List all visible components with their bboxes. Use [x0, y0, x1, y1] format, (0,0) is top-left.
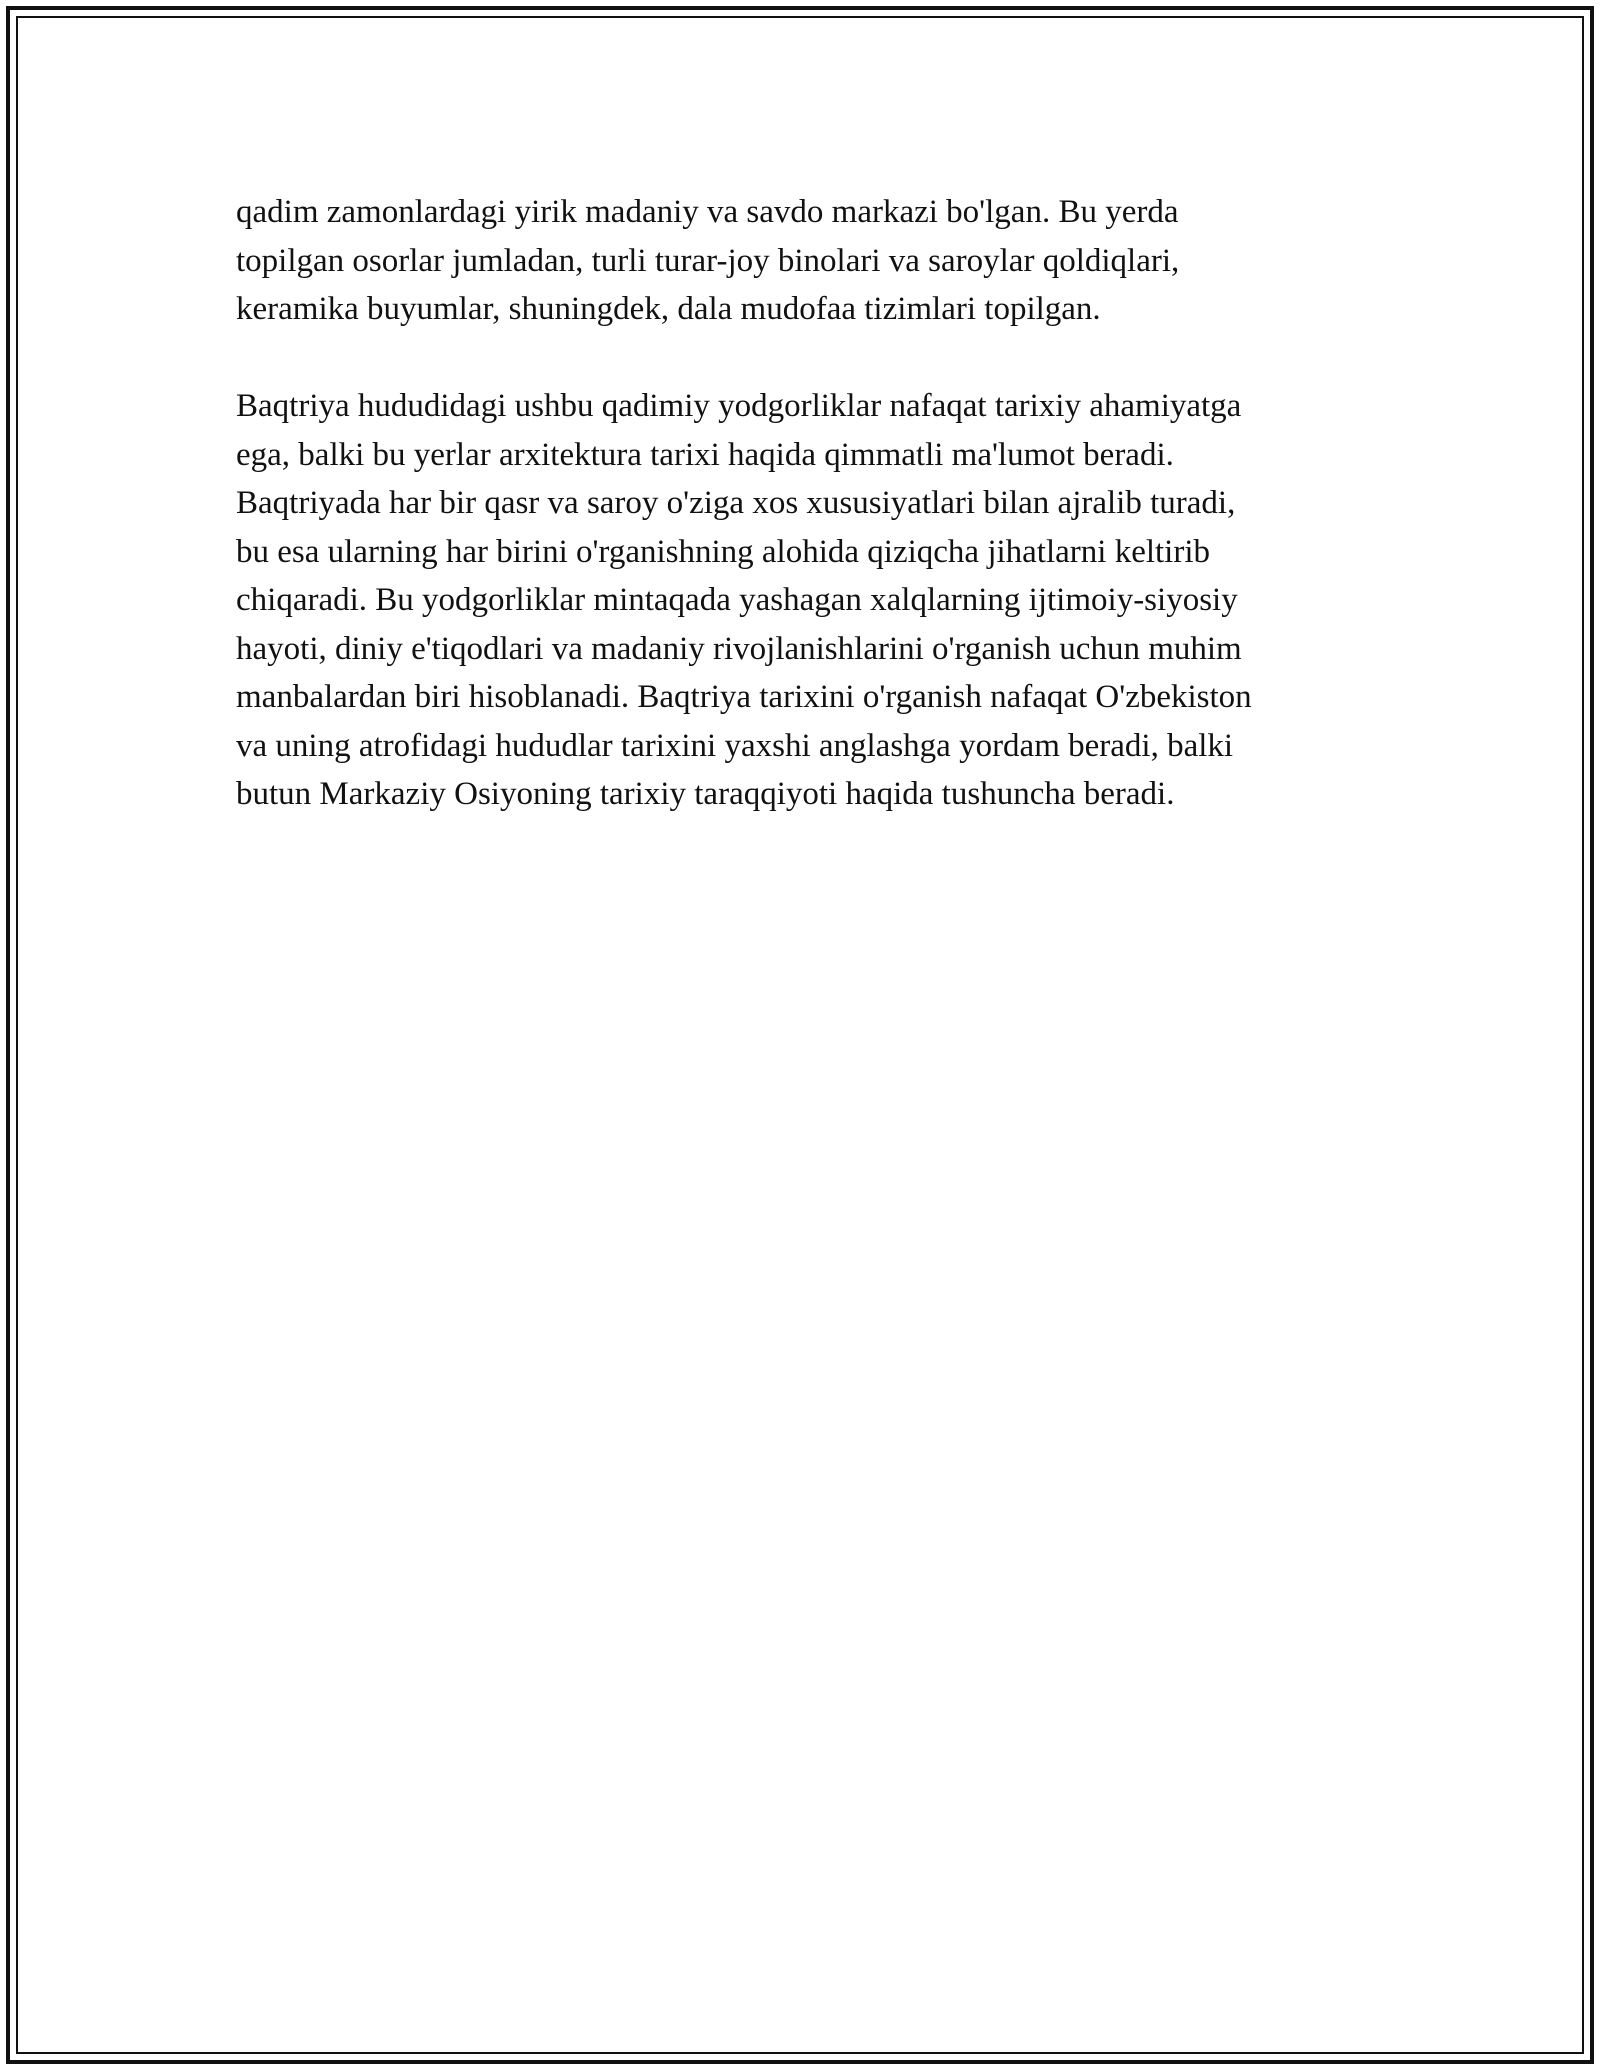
paragraph-2 — [236, 382, 1386, 819]
paragraph-1 — [236, 188, 1386, 334]
text-line: keramika buyumlar, shuningdek, dala mudofaa tizimlari topilgan. — [236, 291, 1101, 327]
text-line: manbalardan biri hisoblanadi. Baqtriya tarixini o'rganish nafaqat O'zbekiston — [236, 679, 1252, 715]
text-line: chiqaradi. Bu yodgorliklar mintaqada yashagan xalqlarning ijtimoiy-siyosiy — [236, 582, 1238, 618]
text-line: butun Markaziy Osiyoning tarixiy taraqqiyoti haqida tushuncha beradi. — [236, 776, 1175, 812]
text-line: ega, balki bu yerlar arxitektura tarixi haqida qimmatli ma'lumot beradi. — [236, 436, 1174, 473]
text-line: Baqtriya hududidagi ushbu qadimiy yodgorliklar nafaqat tarixiy ahamiyatga — [236, 388, 1242, 424]
text-line: topilgan osorlar jumladan, turli turar-joy binolari va saroylar qoldiqlari, — [236, 242, 1180, 279]
text-line: Baqtriyada har bir qasr va saroy o'ziga xos xususiyatlari bilan ajralib turadi, — [236, 485, 1236, 521]
text-line: va uning atrofidagi hududlar tarixini yaxshi anglashga yordam beradi, balki — [236, 727, 1234, 764]
text-line: bu esa ularning har birini o'rganishning alohida qiziqcha jihatlarni keltirib — [236, 533, 1210, 570]
text-line: qadim zamonlardagi yirik madaniy va savdo markazi bo'lgan. Bu yerda — [236, 194, 1179, 230]
document-body — [236, 188, 1386, 819]
text-line: hayoti, diniy e'tiqodlari va madaniy rivojlanishlarini o'rganish uchun muhim — [236, 630, 1242, 667]
